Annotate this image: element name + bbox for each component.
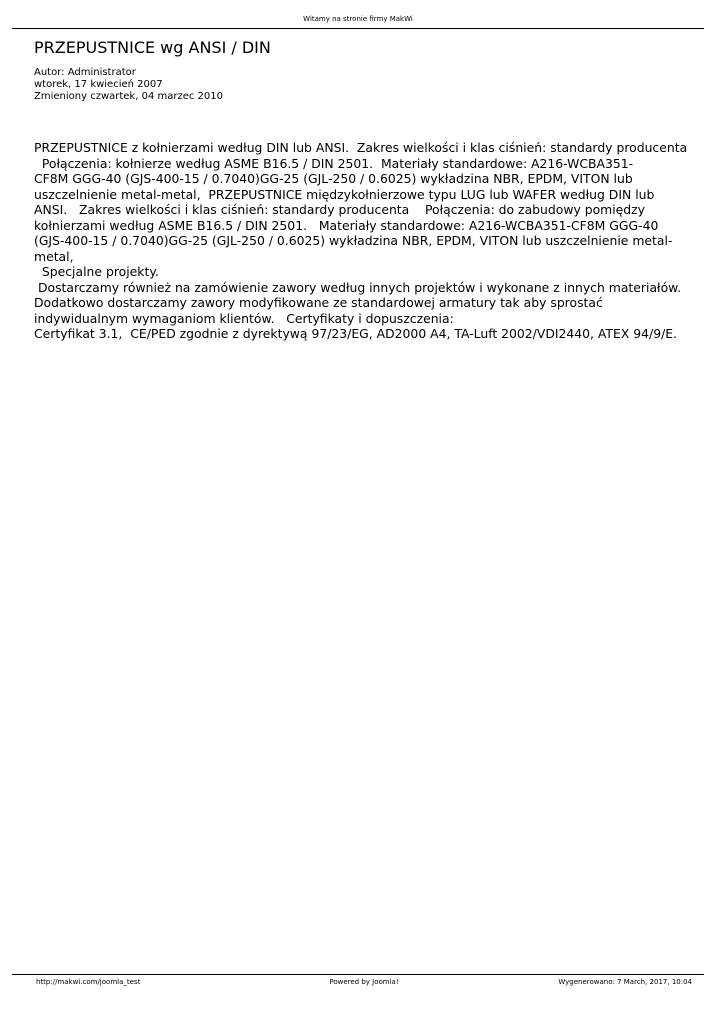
body-line: Dodatkowo dostarczamy zawory modyfikowane ze standardowej armatury tak aby sprostać (34, 295, 603, 310)
body-line: Specjalne projekty. (34, 264, 159, 279)
footer-powered-by: Powered by Joomla! (329, 978, 399, 986)
body-line: Połączenia: kołnierze według ASME B16.5 / DIN 2501. Materiały standardowe: A216-WCBA351- (34, 155, 634, 171)
body-line: Dostarczamy również na zamówienie zawory według innych projektów i wykonane z innych materiałów. (34, 279, 682, 295)
article-title: PRZEPUSTNICE wg ANSI / DIN (34, 38, 271, 57)
body-line: uszczelnienie metal-metal, PRZEPUSTNICE międzykołnierzowe typu LUG lub WAFER według DIN lub (34, 186, 655, 202)
modified-date: Zmieniony czwartek, 04 marzec 2010 (34, 91, 223, 102)
page-footer (36, 977, 692, 987)
header-divider (12, 28, 704, 29)
footer-generated-date: Wygenerowano: 7 March, 2017, 10:04 (558, 978, 692, 986)
body-line: PRZEPUSTNICE z kołnierzami według DIN lub ANSI. Zakres wielkości i klas ciśnień: standardy producenta (34, 140, 688, 155)
body-line: Certyfikat 3.1, CE/PED zgodnie z dyrektywą 97/23/EG, AD2000 A4, TA-Luft 2002/VDI2440, ATEX 94/9/E. (34, 326, 678, 341)
author-line: Autor: Administrator (34, 67, 136, 78)
site-header: Witamy na stronie firmy MakWi (303, 15, 413, 23)
body-line: ANSI. Zakres wielkości i klas ciśnień: standardy producenta Połączenia: do zabudowy pomiędzy (34, 202, 646, 217)
body-line: (GJS-400-15 / 0.7040)GG-25 (GJL-250 / 0.6025) wykładzina NBR, EPDM, VITON lub uszczelnienie metal- (34, 233, 673, 248)
body-line: kołnierzami według ASME B16.5 / DIN 2501. Materiały standardowe: A216-WCBA351-CF8M GGG-40 (34, 217, 659, 233)
footer-url: http://makwi.com/joomla_test (36, 978, 141, 986)
created-date: wtorek, 17 kwiecień 2007 (34, 79, 163, 90)
body-line: metal, (34, 248, 74, 264)
body-line: indywidualnym wymaganiom klientów. Certyfikaty i dopuszczenia: (34, 310, 454, 326)
body-line: CF8M GGG-40 (GJS-400-15 / 0.7040)GG-25 (GJL-250 / 0.6025) wykładzina NBR, EPDM, VITON lub (34, 171, 633, 186)
article-body (34, 140, 692, 342)
footer-divider (12, 974, 704, 975)
article-meta (34, 67, 223, 103)
